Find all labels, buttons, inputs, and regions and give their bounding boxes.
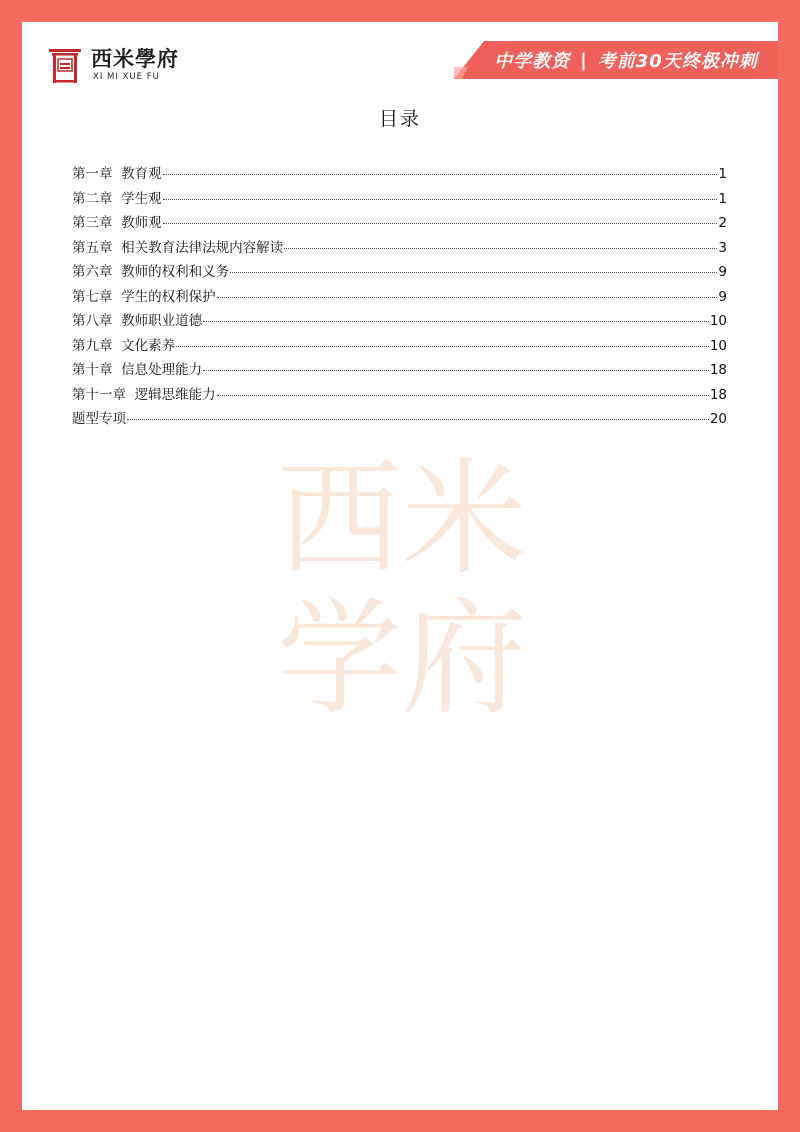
logo-chinese-name: 西米學府 — [91, 46, 179, 72]
toc-entry[interactable] — [72, 285, 727, 310]
toc-entry-page: 18 — [709, 362, 727, 378]
toc-entry-page: 10 — [709, 313, 727, 329]
toc-entry[interactable] — [72, 407, 727, 432]
toc-entry[interactable] — [72, 211, 727, 236]
toc-entry-page: 10 — [709, 337, 727, 354]
watermark-line-2: 学府 — [277, 587, 527, 717]
toc-dot-leader — [284, 247, 717, 249]
toc-entry-page: 20 — [709, 411, 727, 427]
watermark-line-1: 西米 — [277, 447, 527, 592]
toc-entry-page: 9 — [718, 264, 727, 280]
brand-logo — [47, 42, 179, 88]
toc-dot-leader — [217, 296, 718, 298]
toc-entry[interactable] — [72, 358, 727, 383]
toc-entry-page: 3 — [718, 239, 727, 256]
toc-entry-label: 第七章 学生的权利保护 — [72, 288, 216, 305]
toc-dot-leader — [203, 369, 709, 371]
banner-tagline: 考前30天终极冲刺 — [597, 51, 758, 72]
toc-entry-page: 9 — [718, 288, 727, 305]
toc-dot-leader — [230, 271, 717, 273]
toc-dot-leader — [217, 394, 709, 396]
toc-entry-label: 第八章 教师职业道德 — [72, 313, 203, 329]
toc-entry[interactable] — [72, 162, 727, 187]
toc-entry[interactable] — [72, 383, 727, 408]
toc-entry-label: 第五章 相关教育法律法规内容解读 — [72, 239, 284, 256]
logo-english-name: XI MI XUE FU — [93, 72, 160, 83]
toc-dot-leader — [163, 198, 718, 200]
toc-entry-page: 18 — [709, 386, 727, 403]
table-of-contents — [72, 162, 727, 432]
toc-entry[interactable] — [72, 236, 727, 261]
toc-entry-label: 第六章 教师的权利和义务 — [72, 264, 230, 280]
toc-dot-leader — [163, 222, 718, 224]
toc-dot-leader — [163, 173, 718, 175]
toc-entry-label: 第九章 文化素养 — [72, 337, 176, 354]
document-page — [22, 22, 778, 1110]
toc-entry-label: 题型专项 — [72, 411, 126, 427]
banner-separator: | — [580, 49, 588, 71]
header-banner — [454, 41, 778, 79]
toc-entry-label: 第三章 教师观 — [72, 215, 162, 231]
toc-entry[interactable] — [72, 309, 727, 334]
toc-dot-leader — [127, 418, 709, 420]
toc-title: 目录 — [378, 108, 421, 130]
toc-dot-leader — [176, 345, 709, 347]
toc-entry-page: 1 — [718, 166, 727, 182]
watermark-logo — [272, 427, 532, 717]
toc-entry[interactable] — [72, 260, 727, 285]
toc-entry-page: 1 — [718, 190, 727, 207]
toc-entry[interactable] — [72, 334, 727, 359]
toc-entry-label: 第十章 信息处理能力 — [72, 362, 203, 378]
banner-subject: 中学教资 — [494, 51, 571, 72]
toc-entry-label: 第二章 学生观 — [72, 190, 162, 207]
toc-entry[interactable] — [72, 187, 727, 212]
toc-dot-leader — [203, 320, 709, 322]
gate-logo-icon — [47, 46, 83, 84]
toc-entry-page: 2 — [718, 215, 727, 231]
toc-entry-label: 第一章 教育观 — [72, 166, 162, 182]
toc-entry-label: 第十一章 逻辑思维能力 — [72, 386, 216, 403]
